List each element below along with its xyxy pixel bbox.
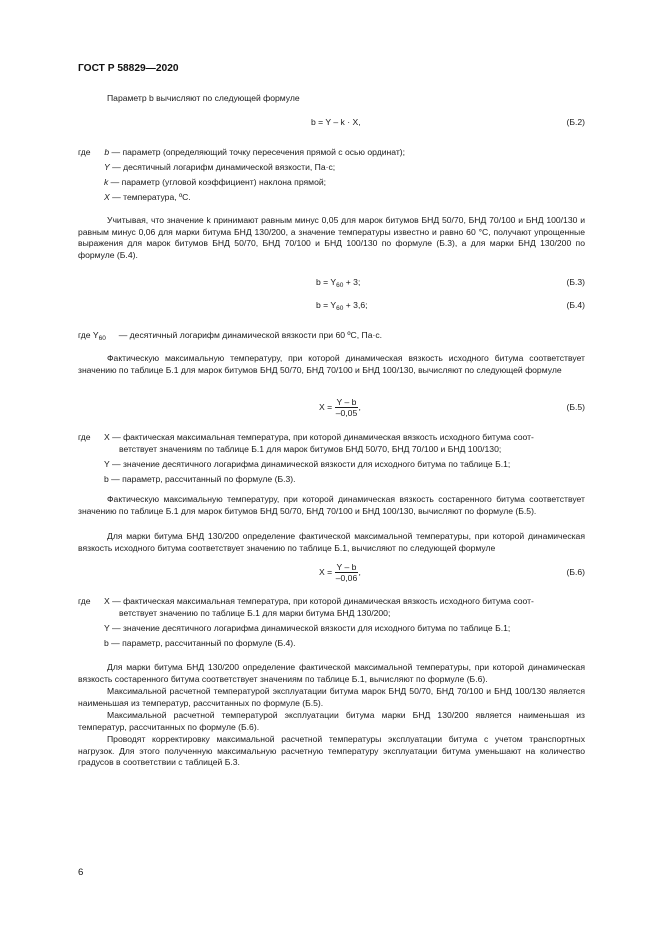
where-line-y	[104, 162, 335, 172]
formula-number-b5: (Б.5)	[566, 402, 585, 412]
where-b6-b-line: b — параметр, рассчитанный по формуле (Б.4).	[104, 638, 296, 648]
where-b6-x-line1: X — фактическая максимальная температура, при которой динамическая вязкость исходного битума соот-	[104, 596, 534, 606]
paragraph-max-temp-original: Фактическую максимальную температуру, при которой динамическая вязкость исходного битума соответствует значению по таблице Б.1 для марок битумов БНД 50/70, БНД 70/100 и БНД 100/130, вычисляют по следующей формуле	[78, 353, 585, 375]
where-b6-x-line2: ветствует значению по таблице Б.1 для марки битума БНД 130/200;	[119, 608, 391, 618]
formula-b5: X = $\frac{Y - b}{-0,05}$ ,	[319, 397, 361, 418]
fraction-b6: $\frac{Y - b}{-0,06}$	[335, 562, 358, 583]
page-number: 6	[78, 867, 84, 878]
where-prefix-b5: где	[78, 432, 91, 442]
formula-number-b3: (Б.3)	[566, 277, 585, 287]
paragraph-max-calc-temp-2: Максимальной расчетной температурой эксплуатации битума марки БНД 130/200 является наименьшая из температур, рассчитанных по формуле (Б.6).	[78, 710, 585, 732]
where-line-k	[104, 177, 326, 187]
var-y: Y	[104, 162, 110, 172]
formula-b3: $b = Y_{60} + 3$;	[316, 277, 361, 289]
paragraph-max-calc-temp-1: Максимальной расчетной температурой эксплуатации битума марок БНД 50/70, БНД 70/100 и БНД 100/130 является наименьшая из температур, рассчитанных по формуле (Б.5).	[78, 686, 585, 708]
where-line-b	[78, 147, 405, 157]
where-text: — параметр (определяющий точку пересечения прямой с осью ординат);	[109, 147, 406, 157]
where-b5-x-line1: X — фактическая максимальная температура, при которой динамическая вязкость исходного битума соот-	[104, 432, 534, 442]
where-b5-y-line: Y — значение десятичного логарифма динамической вязкости для исходного битума по таблице Б.1;	[104, 459, 511, 469]
where-b5-b-line: b — параметр, рассчитанный по формуле (Б.3).	[104, 474, 296, 484]
formula-number-b6: (Б.6)	[566, 567, 585, 577]
where-prefix-b6: где	[78, 596, 91, 606]
where-text: — температура, ºС.	[109, 192, 191, 202]
var-b: b	[104, 147, 110, 157]
paragraph-bnd130-aged: Для марки битума БНД 130/200 определение фактической максимальной температуры, при которой динамическая вязкость состаренного битума соответствует значениям по таблице Б.1, вычисляют по формуле (Б.6).	[78, 662, 585, 684]
formula-b6: X = $\frac{Y - b}{-0,06}$ ,	[319, 562, 361, 583]
paragraph-b-intro: Параметр b вычисляют по следующей формуле	[107, 93, 300, 103]
where-prefix: где	[78, 147, 91, 157]
where-line-x	[104, 192, 191, 202]
where-b5-x-line2: ветствует значениям по таблице Б.1 для марок битумов БНД 50/70, БНД 70/100 и БНД 100/130;	[119, 444, 502, 454]
paragraph-k-values: Учитывая, что значение k принимают равным минус 0,05 для марок битумов БНД 50/70, БНД 70/100 и БНД 100/130 и равным минус 0,06 для марки битума БНД 130/200, а значение температуры известно и равно 60 °С, получают упрощенные выражения для марок битумов БНД 50/70, БНД 70/100 и БНД 100/130 по формуле (Б.3), а для марки БНД 130/200 по формуле (Б.4).	[78, 215, 585, 261]
formula-b4: $b = Y_{60} + 3,6$;	[316, 300, 368, 312]
var-x: X	[104, 192, 110, 202]
formula-number-b4: (Б.4)	[566, 300, 585, 310]
paragraph-max-temp-aged: Фактическую максимальную температуру, при которой динамическая вязкость состаренного битума соответствует значению по таблице Б.1 для марок битумов БНД 50/70, БНД 70/100 и БНД 100/130, вычисляют по формуле (Б.5).	[78, 494, 585, 516]
formula-number-b2: (Б.2)	[566, 117, 585, 127]
formula-b2: b = Y – k · X,	[311, 117, 361, 127]
var-k: k	[104, 177, 109, 187]
fraction-b5: $\frac{Y - b}{-0,05}$	[335, 397, 358, 418]
where-line-y60: где $Y_{60}$ — десятичный логарифм динамической вязкости при 60 ºС, Па·с.	[78, 330, 383, 342]
where-b6-y-line: Y — значение десятичного логарифма динамической вязкости для исходного битума по таблице Б.1;	[104, 623, 511, 633]
paragraph-correction: Проводят корректировку максимальной расчетной температуры эксплуатации битума с учетом транспортных нагрузок. Для этого полученную максимальную расчетную температуру эксплуатации битума уменьшают на количество градусов в соответствии с таблицей Б.3.	[78, 734, 585, 768]
where-text: — параметр (угловой коэффициент) наклона прямой;	[108, 177, 327, 187]
where-text: — десятичный логарифм динамической вязкости, Па·с;	[109, 162, 336, 172]
paragraph-bnd130-original: Для марки битума БНД 130/200 определение фактической максимальной температуры, при которой динамическая вязкость исходного битума соответствует значению по таблице Б.1, вычисляют по следующей формуле	[78, 531, 585, 553]
document-header: ГОСТ Р 58829—2020	[78, 63, 179, 74]
